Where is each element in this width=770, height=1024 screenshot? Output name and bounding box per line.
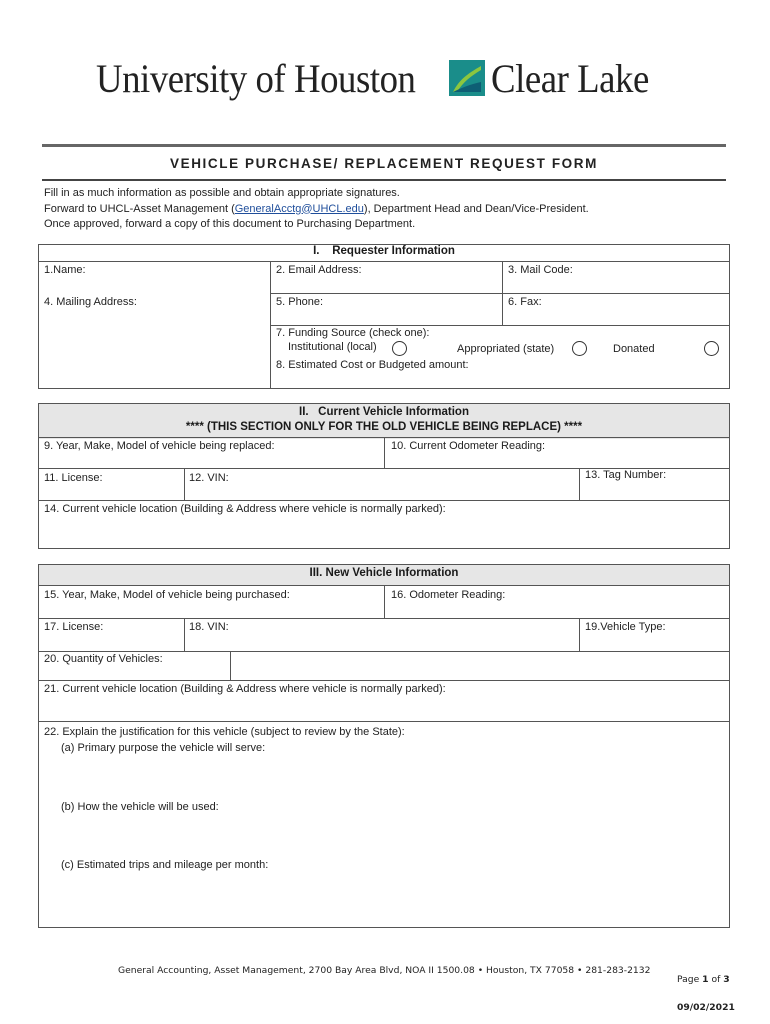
new-vehicle-ymm-field[interactable]: 15. Year, Make, Model of vehicle being purchased: — [44, 589, 290, 601]
intro-line-3: Once approved, forward a copy of this document to Purchasing Department. — [44, 218, 416, 230]
divider — [39, 500, 729, 501]
page-total: 3 — [723, 974, 730, 985]
mail-code-field[interactable]: 3. Mail Code: — [508, 264, 573, 276]
top-divider — [42, 144, 726, 147]
intro-line-2-pre: Forward to UHCL-Asset Management ( — [44, 202, 235, 215]
logo-text-left: University of Houston — [96, 55, 416, 101]
page-current: 1 — [702, 974, 709, 985]
intro-instructions — [44, 186, 589, 233]
section-new-vehicle — [38, 564, 730, 928]
name-field[interactable]: 1.Name: — [44, 264, 86, 276]
trips-mileage-field[interactable]: (c) Estimated trips and mileage per month: — [61, 859, 269, 871]
divider — [270, 293, 729, 294]
funding-source-label: 7. Funding Source (check one): — [276, 327, 430, 339]
divider — [39, 618, 729, 619]
divider — [270, 325, 729, 326]
intro-line-2 — [44, 202, 589, 218]
divider — [39, 680, 729, 681]
university-logo — [96, 52, 663, 104]
current-license-field[interactable]: 11. License: — [44, 472, 103, 484]
intro-line-2-post: ), Department Head and Dean/Vice-President. — [363, 202, 589, 215]
fax-field[interactable]: 6. Fax: — [508, 296, 542, 308]
replaced-vehicle-ymm-field[interactable]: 9. Year, Make, Model of vehicle being replaced: — [44, 440, 275, 452]
logo-text-right: Clear Lake — [491, 55, 650, 101]
page-of: of — [708, 974, 724, 985]
phone-field[interactable]: 5. Phone: — [276, 296, 324, 308]
form-title: VEHICLE PURCHASE/ REPLACEMENT REQUEST FORM — [170, 156, 598, 171]
section-1-title: I. Requester Information — [313, 245, 455, 257]
tag-number-field[interactable]: 13. Tag Number: — [585, 469, 667, 481]
email-address-field[interactable]: 2. Email Address: — [276, 264, 362, 276]
vehicle-type-field[interactable]: 19.Vehicle Type: — [585, 621, 666, 633]
divider — [384, 585, 385, 618]
quantity-of-vehicles-field[interactable]: 20. Quantity of Vehicles: — [44, 653, 163, 665]
section-3-title: III. New Vehicle Information — [309, 567, 459, 579]
divider — [39, 651, 729, 652]
divider — [579, 618, 580, 651]
divider — [184, 468, 185, 500]
mailing-address-field[interactable]: 4. Mailing Address: — [44, 296, 137, 308]
divider — [270, 325, 271, 389]
divider — [579, 468, 580, 500]
asset-management-email-link[interactable]: GeneralAcctg@UHCL.edu — [234, 202, 364, 215]
appropriated-option-label: Appropriated (state) — [457, 343, 555, 355]
current-odometer-field[interactable]: 10. Current Odometer Reading: — [391, 440, 546, 452]
donated-option-label: Donated — [613, 343, 655, 355]
estimated-cost-field[interactable]: 8. Estimated Cost or Budgeted amount: — [276, 359, 469, 371]
primary-purpose-field[interactable]: (a) Primary purpose the vehicle will serve: — [61, 742, 266, 754]
intro-line-1: Fill in as much information as possible and obtain appropriate signatures. — [44, 187, 400, 199]
vehicle-usage-field[interactable]: (b) How the vehicle will be used: — [61, 801, 219, 813]
form-date: 09/02/2021 — [677, 1002, 735, 1013]
section-current-vehicle — [38, 403, 730, 549]
section-2-title: II. Current Vehicle Information — [299, 406, 469, 418]
divider — [184, 618, 185, 651]
page-number — [677, 974, 730, 985]
uhcl-logo-icon — [449, 60, 485, 96]
new-vin-field[interactable]: 18. VIN: — [189, 621, 229, 633]
title-divider — [42, 179, 726, 181]
appropriated-radio[interactable] — [572, 341, 587, 356]
justification-label: 22. Explain the justification for this vehicle (subject to review by the State): — [44, 726, 405, 738]
current-vin-field[interactable]: 12. VIN: — [189, 472, 229, 484]
divider — [39, 721, 729, 722]
divider — [39, 261, 729, 262]
institutional-option-label: Institutional (local) — [288, 341, 377, 353]
divider — [230, 651, 231, 680]
footer-address: General Accounting, Asset Management, 2700 Bay Area Blvd, NOA II 1500.08 • Houston, TX 77058 • 281-283-2132 — [118, 965, 651, 976]
page-label: Page — [677, 974, 703, 985]
institutional-radio[interactable] — [392, 341, 407, 356]
current-vehicle-location-field[interactable]: 14. Current vehicle location (Building & Address where vehicle is normally parked): — [44, 503, 446, 515]
section-2-subtitle: **** (THIS SECTION ONLY FOR THE OLD VEHICLE BEING REPLACE) **** — [185, 421, 583, 433]
divider — [384, 437, 385, 468]
section-requester-information — [38, 244, 730, 389]
new-license-field[interactable]: 17. License: — [44, 621, 104, 633]
new-odometer-field[interactable]: 16. Odometer Reading: — [391, 589, 506, 601]
new-vehicle-location-field[interactable]: 21. Current vehicle location (Building & Address where vehicle is normally parked): — [44, 683, 446, 695]
donated-radio[interactable] — [704, 341, 719, 356]
